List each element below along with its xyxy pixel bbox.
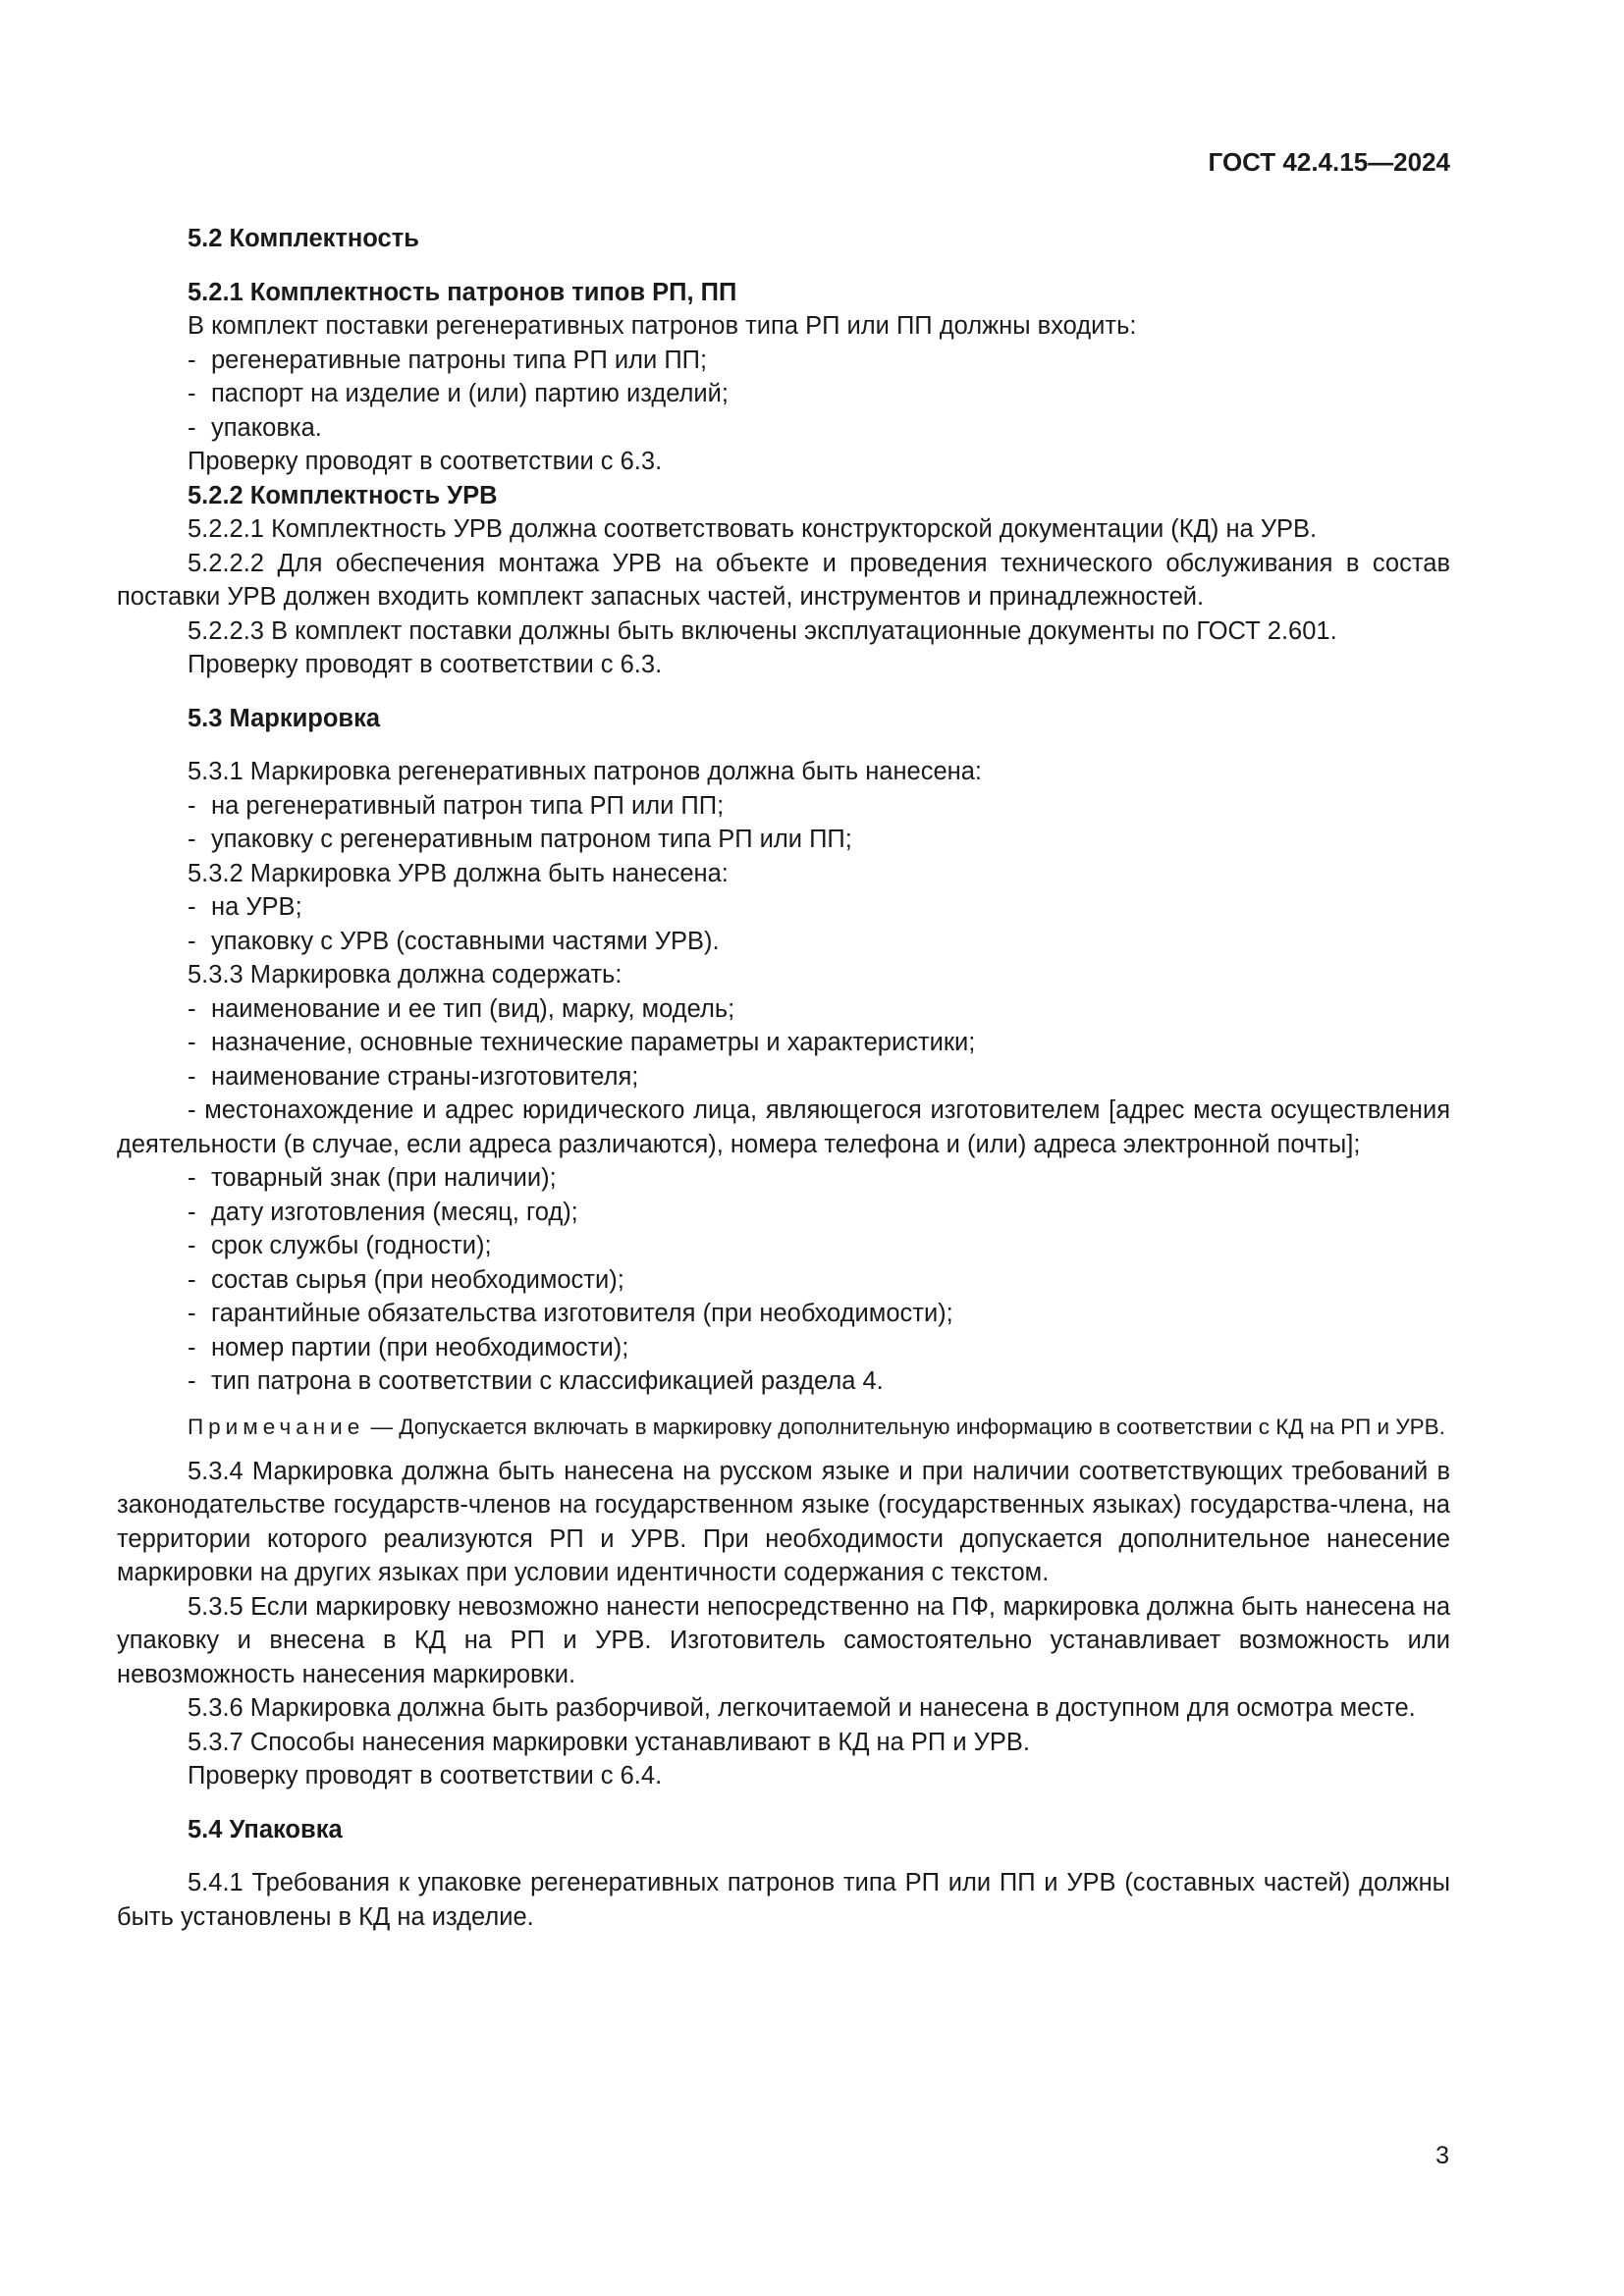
paragraph-5-3-4: 5.3.4 Маркировка должна быть нанесена на русском языке и при наличии соответствующих требований в законодательстве государств-членов на государственном языке (государственных языках) государства-члена, на территории которого реализуются РП и УРВ. При необходимости допускается дополнительное нанесение маркировки на других языках при условии идентичности содержания с текстом.: [117, 1457, 1450, 1586]
list-item: - товарный знак (при наличии);: [188, 1164, 557, 1192]
paragraph-5-3-6: 5.3.6 Маркировка должна быть разборчивой, легкочитаемой и нанесена в доступном для осмотра месте.: [188, 1694, 1416, 1722]
list-item: - состав сырья (при необходимости);: [188, 1265, 624, 1294]
note: [117, 1411, 1450, 1443]
check-reference: Проверку проводят в соответствии с 6.4.: [188, 1762, 663, 1789]
paragraph-5-3-1: 5.3.1 Маркировка регенеративных патронов должна быть нанесена:: [188, 758, 983, 785]
paragraph-5-3-7: 5.3.7 Способы нанесения маркировки устанавливают в КД на РП и УРВ.: [188, 1728, 1030, 1756]
section-5-2-heading: 5.2 Комплектность: [188, 225, 419, 252]
note-text: — Допускается включать в маркировку дополнительную информацию в соответствии с КД на РП и УРВ.: [364, 1414, 1445, 1439]
paragraph-5-4-1: 5.4.1 Требования к упаковке регенеративных патронов типа РП или ПП и УРВ (составных частей) должны быть установлены в КД на изделие.: [117, 1869, 1450, 1931]
paragraph-5-3-3: 5.3.3 Маркировка должна содержать:: [188, 961, 623, 988]
section-5-2-1-intro: В комплект поставки регенеративных патронов типа РП или ПП должны входить:: [188, 312, 1137, 340]
list-item: - паспорт на изделие и (или) партию изделий;: [188, 380, 729, 407]
paragraph-5-3-5: 5.3.5 Если маркировку невозможно нанести непосредственно на ПФ, маркировка должна быть нанесена на упаковку и внесена в КД на РП и УРВ. Изготовитель самостоятельно устанавливает возможность или невозможность нанесения маркировки.: [117, 1592, 1450, 1688]
document-code-header: ГОСТ 42.4.15—2024: [1208, 147, 1450, 177]
check-reference: Проверку проводят в соответствии с 6.3.: [188, 448, 663, 475]
list-item: - упаковку с регенеративным патроном типа РП или ПП;: [188, 826, 852, 853]
list-item: - назначение, основные технические параметры и характеристики;: [188, 1029, 976, 1056]
section-5-2-1-heading: 5.2.1 Комплектность патронов типов РП, ПП: [188, 278, 737, 306]
note-label: Примечание: [188, 1414, 365, 1439]
check-reference: Проверку проводят в соответствии с 6.3.: [188, 651, 663, 678]
paragraph-5-3-2: 5.3.2 Маркировка УРВ должна быть нанесена:: [188, 859, 729, 887]
list-item: - дату изготовления (месяц, год);: [188, 1198, 578, 1226]
list-item: - тип патрона в соответствии с классификацией раздела 4.: [188, 1367, 884, 1395]
list-item: - регенеративные патроны типа РП или ПП;: [188, 346, 708, 374]
list-item: - упаковку с УРВ (составными частями УРВ).: [188, 927, 720, 955]
document-body: [117, 222, 1450, 1934]
list-item: - на регенеративный патрон типа РП или ПП;: [188, 791, 725, 820]
list-item: - срок службы (годности);: [188, 1232, 492, 1259]
list-item: - наименование страны-изготовителя;: [188, 1062, 639, 1091]
paragraph-5-2-2-3: 5.2.2.3 В комплект поставки должны быть включены эксплуатационные документы по ГОСТ 2.601.: [188, 616, 1337, 645]
list-item: - гарантийные обязательства изготовителя (при необходимости);: [188, 1300, 953, 1327]
list-item-long: - местонахождение и адрес юридического лица, являющегося изготовителем [адрес места осуществления деятельности (в случае, если адреса различаются), номера телефона и (или) адреса электронной почты];: [117, 1096, 1450, 1158]
section-5-2-2-heading: 5.2.2 Комплектность УРВ: [188, 481, 498, 509]
page-number: 3: [1435, 2142, 1449, 2169]
section-5-4-heading: 5.4 Упаковка: [188, 1815, 343, 1843]
section-5-3-heading: 5.3 Маркировка: [188, 704, 381, 732]
list-item: - номер партии (при необходимости);: [188, 1333, 629, 1362]
paragraph-5-2-2-1: 5.2.2.1 Комплектность УРВ должна соответствовать конструкторской документации (КД) на УРВ.: [188, 515, 1318, 543]
paragraph-5-2-2-2: 5.2.2.2 Для обеспечения монтажа УРВ на объекте и проведения технического обслуживания в состав поставки УРВ должен входить комплект запасных частей, инструментов и принадлежностей.: [117, 549, 1450, 611]
list-item: - наименование и ее тип (вид), марку, модель;: [188, 994, 735, 1023]
list-item: - на УРВ;: [188, 893, 302, 921]
list-item: - упаковка.: [188, 413, 322, 442]
